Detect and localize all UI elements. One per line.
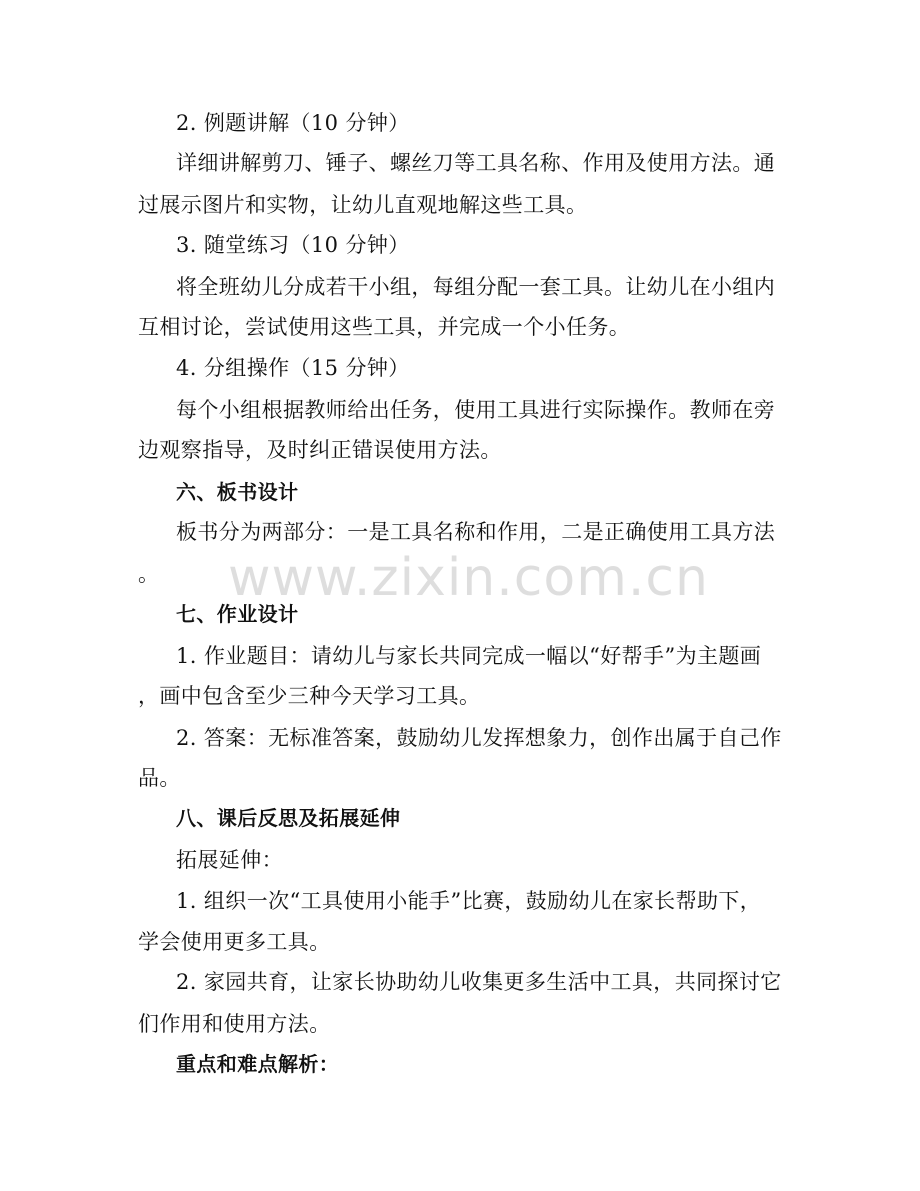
paragraph-line: 边观察指导，及时纠正错误使用方法。 [138,438,502,462]
watermark: www.zixin.com.cn [228,548,709,608]
paragraph-line: 1. 作业题目：请幼儿与家长共同完成一幅以“好帮手”为主题画 [176,644,762,668]
step-2-heading: 2. 例题讲解（10 分钟） [176,111,410,135]
paragraph-line: 将全班幼儿分成若干小组，每组分配一套工具。让幼儿在小组内 [176,275,776,299]
paragraph-line: ，画中包含至少三种今天学习工具。 [138,684,481,708]
paragraph-line: 品。 [138,766,181,790]
paragraph-line: 1. 组织一次“工具使用小能手”比赛，鼓励幼儿在家长帮助下， [176,889,762,913]
paragraph-line: 。 [138,562,160,586]
section-heading-key-points: 重点和难点解析： [176,1052,340,1076]
paragraph-line: 互相讨论，尝试使用这些工具，并完成一个小任务。 [138,315,631,339]
paragraph-line: 2. 家园共育，让家长协助幼儿收集更多生活中工具，共同探讨它 [176,970,782,994]
paragraph-line: 板书分为两部分：一是工具名称和作用，二是正确使用工具方法 [176,520,776,544]
paragraph-line: 们作用和使用方法。 [138,1012,331,1036]
section-heading-8: 八、课后反思及拓展延伸 [176,806,401,830]
paragraph-line: 2. 答案：无标准答案，鼓励幼儿发挥想象力，创作出属于自己作 [176,726,782,750]
paragraph-line: 学会使用更多工具。 [138,930,331,954]
section-heading-6: 六、板书设计 [176,480,299,504]
section-heading-7: 七、作业设计 [176,602,299,626]
paragraph-line: 拓展延伸： [176,848,283,872]
step-3-heading: 3. 随堂练习（10 分钟） [176,233,410,257]
paragraph-line: 过展示图片和实物，让幼儿直观地解这些工具。 [138,193,588,217]
paragraph-line: 详细讲解剪刀、锤子、螺丝刀等工具名称、作用及使用方法。通 [176,151,776,175]
step-4-heading: 4. 分组操作（15 分钟） [176,356,410,380]
paragraph-line: 每个小组根据教师给出任务，使用工具进行实际操作。教师在旁 [176,398,776,422]
